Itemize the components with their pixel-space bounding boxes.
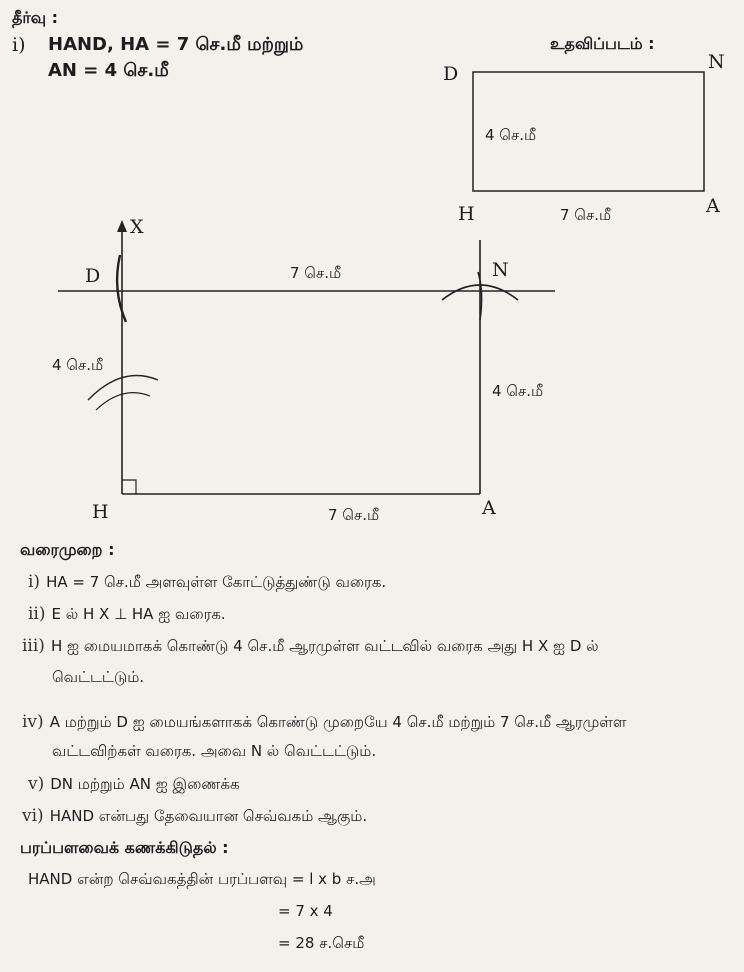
- step-3-continuation: வெட்டட்டும்.: [52, 668, 145, 686]
- helper-label-H: H: [458, 203, 475, 225]
- step-5-number: v): [28, 774, 45, 794]
- step-2-text: E ல் H X ⊥ HA ஐ வரைக.: [51, 605, 226, 623]
- step-4-text: A மற்றும் D ஐ மையங்களாகக் கொண்டு முறையே 4 செ.மீ மற்றும் 7 செ.மீ ஆரமுள்ள: [49, 713, 627, 731]
- bottom-length-label: 7 செ.மீ: [328, 506, 380, 524]
- step-3-number: iii): [22, 636, 45, 656]
- step-6-number: vi): [22, 806, 44, 826]
- step-5-text: DN மற்றும் AN ஐ இணைக்க: [50, 775, 240, 793]
- step-6: [22, 806, 367, 827]
- left-length-label: 4 செ.மீ: [52, 356, 104, 374]
- step-2-number: ii): [28, 604, 46, 624]
- helper-label-N: N: [708, 51, 725, 73]
- helper-label-A: A: [706, 195, 720, 217]
- helper-label-D: D: [443, 63, 459, 85]
- arrow-head-icon: [117, 220, 127, 232]
- label-A: A: [482, 497, 496, 519]
- area-result-line: = 28 ச.செமீ: [278, 934, 365, 952]
- step-3: [22, 636, 599, 657]
- given-number: i): [12, 34, 26, 56]
- label-H: H: [92, 501, 109, 523]
- area-heading: பரப்பளவைக் கணக்கிடுதல் :: [20, 838, 229, 857]
- step-3-text: H ஐ மையமாகக் கொண்டு 4 செ.மீ ஆரமுள்ள வட்டவில் வரைக அது H X ஐ D ல்: [50, 637, 599, 655]
- right-angle-mark: [122, 480, 136, 494]
- right-length-label: 4 செ.மீ: [492, 382, 544, 400]
- helper-figure-title: உதவிப்படம் :: [550, 34, 655, 53]
- solution-heading: தீர்வு :: [12, 8, 59, 27]
- steps-heading: வரைமுறை :: [20, 540, 115, 559]
- area-substitution-line: = 7 x 4: [278, 902, 333, 920]
- step-4: [22, 712, 626, 733]
- arc-4cm-left: [88, 376, 158, 401]
- helper-bottom-length: 7 செ.மீ: [560, 206, 612, 224]
- step-1-number: i): [28, 572, 41, 592]
- step-6-text: HAND என்பது தேவையான செவ்வகம் ஆகும்.: [49, 807, 368, 825]
- label-N: N: [492, 259, 509, 281]
- given-line-1: HAND, HA = 7 செ.மீ மற்றும்: [48, 34, 304, 55]
- given-line-2: AN = 4 செ.மீ: [48, 60, 169, 81]
- label-X: X: [130, 216, 144, 238]
- step-4-continuation: வட்டவிற்கள் வரைக. அவை N ல் வெட்டட்டும்.: [52, 742, 377, 760]
- step-5: [28, 774, 240, 795]
- area-formula-line: HAND என்ற செவ்வகத்தின் பரப்பளவு = l x b ச.அ: [28, 870, 376, 888]
- label-D: D: [85, 265, 101, 287]
- step-1: [28, 572, 386, 593]
- step-4-number: iv): [22, 712, 44, 732]
- top-length-label: 7 செ.மீ: [290, 264, 342, 282]
- step-1-text: HA = 7 செ.மீ அளவுள்ள கோட்டுத்துண்டு வரைக.: [46, 573, 387, 591]
- step-2: [28, 604, 226, 625]
- helper-side-length: 4 செ.மீ: [485, 126, 537, 144]
- arc-4cm-left-second: [96, 393, 150, 410]
